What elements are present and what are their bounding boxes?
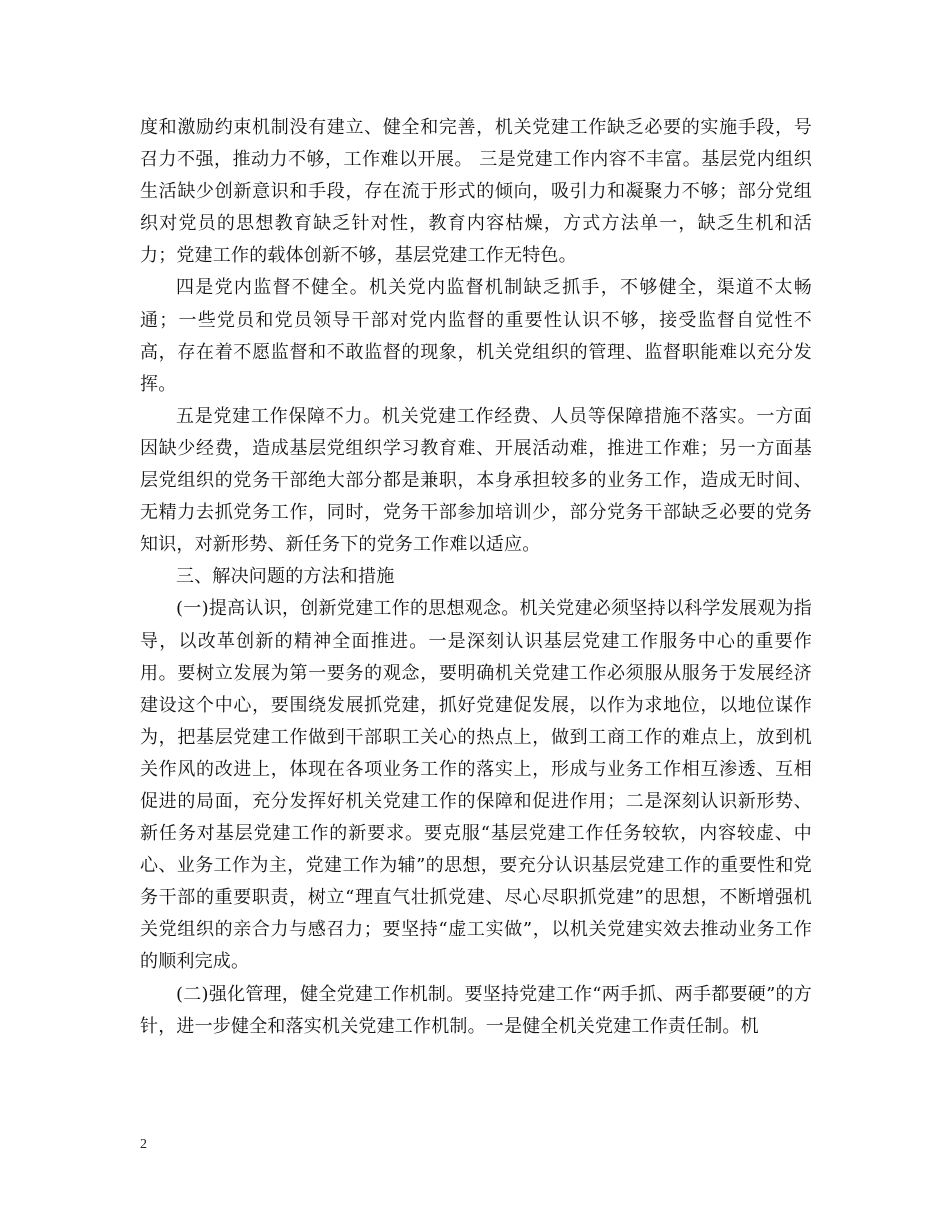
paragraph-management: (二)强化管理，健全党建工作机制。要坚持党建工作“两手抓、两手都要硬”的方针，进一步健全和落实机关党建工作机制。一是健全机关党建工作责任制。机 bbox=[140, 983, 812, 1037]
document-body bbox=[140, 112, 812, 1043]
paragraph-supervision: 四是党内监督不健全。机关党内监督机制缺乏抓手，不够健全，渠道不太畅通；一些党员和党员领导干部对党内监督的重要性认识不够，接受监督自觉性不高，存在着不愿监督和不敢监督的现象，机关党组织的管理、监督职能难以充分发挥。 bbox=[140, 277, 812, 395]
section-heading: 三、解决问题的方法和措施 bbox=[176, 566, 395, 588]
page-number: 2 bbox=[140, 1137, 147, 1152]
paragraph-awareness: (一)提高认识，创新党建工作的思想观念。机关党建必须坚持以科学发展观为指导，以改革创新的精神全面推进。一是深刻认识基层党建工作服务中心的重要作用。要树立发展为第一要务的观念，要明确机关党建工作必须服从服务于发展经济建设这个中心，要围绕发展抓党建，抓好党建促发展，以作为求地位，以地位谋作为，把基层党建工作做到干部职工关心的热点上，做到工商工作的难点上，放到机关作风的改进上，体现在各项业务工作的落实上，形成与业务工作相互渗透、互相促进的局面，充分发挥好机关党建工作的保障和促进作用；二是深刻认识新形势、新任务对基层党建工作的新要求。要克服“基层党建工作任务较软，内容较虚、中心、业务工作为主，党建工作为辅”的思想，要充分认识基层党建工作的重要性和党务干部的重要职责，树立“理直气壮抓党建、尽心尽职抓党建”的思想，不断增强机关党组织的亲合力与感召力；要坚持“虚工实做”，以机关党建实效去推动业务工作的顺利完成。 bbox=[140, 598, 812, 973]
paragraph-continuation: 度和激励约束机制没有建立、健全和完善，机关党建工作缺乏必要的实施手段，号召力不强，推动力不够，工作难以开展。 三是党建工作内容不丰富。基层党内组织生活缺少创新意识和手段，存在流于形式的倾向，吸引力和凝聚力不够；部分党组织对党员的思想教育缺乏针对性，教育内容枯燥，方式方法单一，缺乏生机和活力；党建工作的载体创新不够，基层党建工作无特色。 bbox=[140, 117, 812, 267]
paragraph-guarantee: 五是党建工作保障不力。机关党建工作经费、人员等保障措施不落实。一方面因缺少经费，造成基层党组织学习教育难、开展活动难，推进工作难；另一方面基层党组织的党务干部绝大部分都是兼职，本身承担较多的业务工作，造成无时间、无精力去抓党务工作，同时，党务干部参加培训少，部分党务干部缺乏必要的党务知识，对新形势、新任务下的党务工作难以适应。 bbox=[140, 405, 812, 556]
